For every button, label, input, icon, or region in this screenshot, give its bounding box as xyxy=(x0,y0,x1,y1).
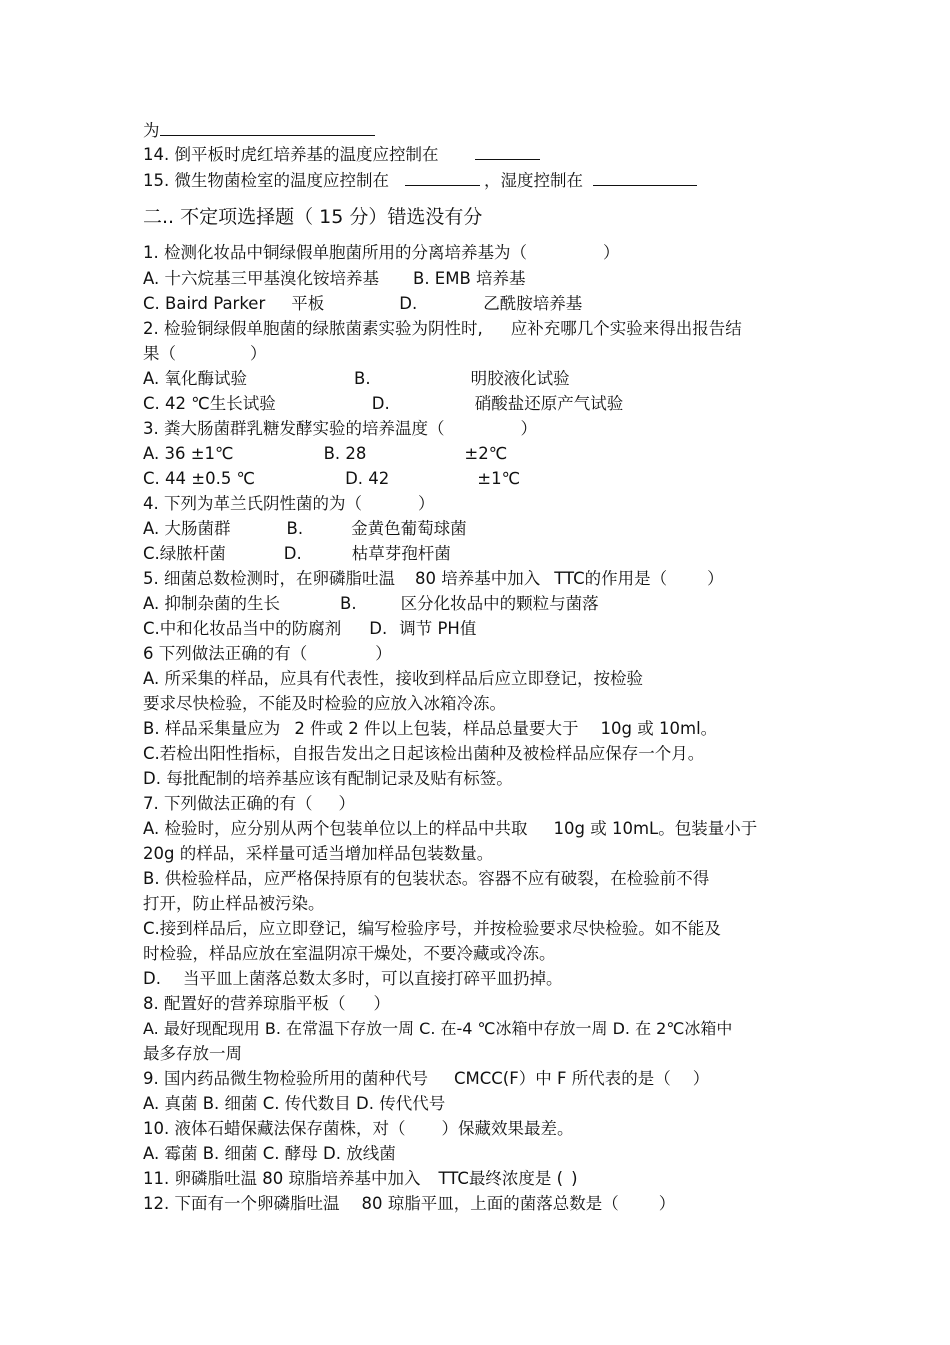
question-5-stem xyxy=(143,566,910,591)
option-a-text: 10g 或 10mL。包装量小于 xyxy=(553,819,758,838)
stem-text: 1. 检测化妆品中铜绿假单胞菌所用的分离培养基为（ xyxy=(143,243,527,262)
question-6-option-b[interactable] xyxy=(143,716,910,741)
stem-text: ） xyxy=(375,644,392,663)
stem-text: ） xyxy=(418,494,435,513)
option-d[interactable]: D. 42 xyxy=(345,469,390,488)
question-7-option-c[interactable]: C.接到样品后，应立即登记，编写检验序号，并按检验要求尽快检验。如不能及 xyxy=(143,919,721,938)
question-8-options[interactable]: A. 最好现配现用 B. 在常温下存放一周 C. 在-4 ℃冰箱中存放一周 D. 在 2℃冰箱中 xyxy=(143,1019,733,1038)
stem-text: 3. 粪大肠菌群乳糖发酵实验的培养温度（ xyxy=(143,419,445,438)
stem-text: 10. 液体石蜡保藏法保存菌株，对（ xyxy=(143,1119,406,1138)
option-b[interactable]: B. xyxy=(354,369,371,388)
option-b-text: 明胶液化试验 xyxy=(470,369,570,388)
question-6-option-a-cont: 要求尽快检验，不能及时检验的应放入冰箱冷冻。 xyxy=(143,694,506,713)
option-b-text: 10g 或 10ml。 xyxy=(600,719,718,738)
question-10-stem xyxy=(143,1116,910,1141)
question-1-options-ab xyxy=(143,266,910,291)
question-7-option-d[interactable] xyxy=(143,966,910,991)
question-12-stem xyxy=(143,1191,910,1216)
option-b-text: 金黄色葡萄球菌 xyxy=(351,519,467,538)
question-9-options[interactable]: A. 真菌 B. 细菌 C. 传代数目 D. 传代代号 xyxy=(143,1094,446,1113)
option-d: D. xyxy=(143,969,161,988)
option-c[interactable]: C. 42 ℃生长试验 xyxy=(143,394,276,413)
stem-text: 9. 国内药品微生物检验所用的菌种代号 xyxy=(143,1069,428,1088)
question-7-option-a[interactable] xyxy=(143,816,910,841)
section-heading: 二.. 不定项选择题（ 15 分）错选没有分 xyxy=(143,206,483,228)
question-10-options[interactable]: A. 霉菌 B. 细菌 C. 酵母 D. 放线菌 xyxy=(143,1144,396,1163)
stem-text: ） xyxy=(373,994,390,1013)
option-d-text: 当平皿上菌落总数太多时，可以直接打碎平皿扔掉。 xyxy=(182,969,563,988)
stem-text: 11. 卵磷脂吐温 80 琼脂培养基中加入 xyxy=(143,1169,421,1188)
question-1-stem xyxy=(143,240,910,265)
stem-text: 8. 配置好的营养琼脂平板（ xyxy=(143,994,346,1013)
stem-text: TTC的作用是（ xyxy=(554,569,668,588)
question-8-stem xyxy=(143,991,910,1016)
stem-text: ） xyxy=(692,1069,710,1088)
option-d-text: 调节 PH值 xyxy=(399,619,477,638)
option-a[interactable]: A. 十六烷基三甲基溴化铵培养基 xyxy=(143,269,379,288)
option-a[interactable]: A. 氧化酶试验 xyxy=(143,369,247,388)
question-6-stem xyxy=(143,641,910,666)
stem-text: 80 培养基中加入 xyxy=(415,569,541,588)
stem-text: 4. 下列为革兰氏阴性菌的为（ xyxy=(143,494,362,513)
stem-text: ）保藏效果最差。 xyxy=(441,1119,574,1138)
question-3-options-ab xyxy=(143,441,910,466)
option-c[interactable]: C.中和化妆品当中的防腐剂 xyxy=(143,619,342,638)
option-d[interactable]: D. xyxy=(371,394,390,413)
question-6-option-a[interactable]: A. 所采集的样品，应具有代表性，接收到样品后应立即登记，按检验 xyxy=(143,669,643,688)
stem-text: ） xyxy=(658,1194,676,1213)
option-c[interactable]: C.绿脓杆菌 xyxy=(143,544,226,563)
question-2-stem xyxy=(143,316,910,341)
option-c-text: 平板 xyxy=(291,294,325,313)
answer-blank[interactable] xyxy=(405,169,480,186)
stem-text: 12. 下面有一个卵磷脂吐温 xyxy=(143,1194,340,1213)
question-3-stem xyxy=(143,416,910,441)
question-11-stem xyxy=(143,1166,910,1191)
question-text: 14. 倒平板时虎红培养基的温度应控制在 xyxy=(143,145,439,164)
option-d-text: 枯草芽孢杆菌 xyxy=(351,544,451,563)
question-5-options-cd xyxy=(143,616,910,641)
question-2-stem-cont xyxy=(143,341,910,366)
stem-text: ） xyxy=(707,569,724,588)
option-a[interactable]: A. 大肠菌群 xyxy=(143,519,231,538)
question-7-option-c-cont: 时检验，样品应放在室温阴凉干燥处，不要冷藏或冷冻。 xyxy=(143,944,556,963)
option-d[interactable]: D. xyxy=(283,544,302,563)
option-b-text: 2 件或 2 件以上包装，样品总量要大于 xyxy=(294,719,579,738)
question-9-stem xyxy=(143,1066,910,1091)
question-2-options-cd xyxy=(143,391,910,416)
option-c[interactable]: C. 44 ±0.5 ℃ xyxy=(143,469,256,488)
stem-text: 7. 下列做法正确的有（ xyxy=(143,794,313,813)
stem-text: ） xyxy=(250,344,267,363)
fill-in-line-wei xyxy=(143,118,910,143)
option-b-text: B. 样品采集量应为 xyxy=(143,719,281,738)
stem-text: 果（ xyxy=(143,344,176,363)
question-8-options-cont: 最多存放一周 xyxy=(143,1044,242,1063)
stem-text: 2. 检验铜绿假单胞菌的绿脓菌素实验为阴性时, xyxy=(143,319,483,338)
option-b[interactable]: B. EMB 培养基 xyxy=(413,269,526,288)
option-b-text: 区分化妆品中的颗粒与菌落 xyxy=(400,594,599,613)
option-d-text: ±1℃ xyxy=(477,469,521,488)
option-b[interactable]: B. 28 xyxy=(323,444,367,463)
stem-text: 应补充哪几个实验来得出报告结 xyxy=(510,319,742,338)
question-6-option-c[interactable]: C.若检出阳性指标，自报告发出之日起该检出菌种及被检样品应保存一个月。 xyxy=(143,744,705,763)
stem-text: CMCC(F）中 F 所代表的是（ xyxy=(454,1069,671,1088)
question-4-stem xyxy=(143,491,910,516)
question-2-options-ab xyxy=(143,366,910,391)
stem-text: ） xyxy=(520,419,537,438)
stem-text: ） xyxy=(603,243,620,262)
option-b[interactable]: B. xyxy=(286,519,304,538)
question-7-option-b-cont: 打开，防止样品被污染。 xyxy=(143,894,325,913)
question-6-option-d[interactable]: D. 每批配制的培养基应该有配制记录及贴有标签。 xyxy=(143,769,513,788)
option-d-text: 硝酸盐还原产气试验 xyxy=(474,394,624,413)
option-a[interactable]: A. 36 ±1℃ xyxy=(143,444,234,463)
option-b-text: ±2℃ xyxy=(464,444,508,463)
stem-text: 80 琼脂平皿，上面的菌落总数是（ xyxy=(361,1194,619,1213)
question-5-options-ab xyxy=(143,591,910,616)
question-14 xyxy=(143,142,910,167)
answer-blank[interactable] xyxy=(475,143,540,160)
question-4-options-ab xyxy=(143,516,910,541)
stem-text: 6 下列做法正确的有（ xyxy=(143,644,308,663)
stem-text: ) xyxy=(571,1169,578,1188)
text: 为 xyxy=(143,121,160,140)
stem-text: 5. 细菌总数检测时，在卵磷脂吐温 xyxy=(143,569,395,588)
option-a-text: A. 检验时，应分别从两个包装单位以上的样品中共取 xyxy=(143,819,528,838)
stem-text: TTC最终浓度是 ( xyxy=(438,1169,564,1188)
answer-blank[interactable] xyxy=(593,169,697,186)
option-b[interactable]: B. xyxy=(340,594,357,613)
option-c[interactable]: C. Baird Parker xyxy=(143,294,266,313)
question-4-options-cd xyxy=(143,541,910,566)
question-7-option-a-cont: 20g 的样品，采样量可适当增加样品包装数量。 xyxy=(143,844,494,863)
question-7-option-b[interactable]: B. 供检验样品，应严格保持原有的包装状态。容器不应有破裂，在检验前不得 xyxy=(143,869,710,888)
question-text: ，湿度控制在 xyxy=(484,171,583,190)
option-d[interactable]: D. xyxy=(399,294,418,313)
option-a[interactable]: A. 抑制杂菌的生长 xyxy=(143,594,280,613)
question-15 xyxy=(143,168,910,193)
stem-text: ） xyxy=(338,794,355,813)
question-1-options-cd xyxy=(143,291,910,316)
question-7-stem xyxy=(143,791,910,816)
option-d[interactable]: D. xyxy=(369,619,388,638)
option-d-text: 乙酰胺培养基 xyxy=(483,294,583,313)
question-3-options-cd xyxy=(143,466,910,491)
answer-blank[interactable] xyxy=(160,119,375,136)
question-text: 15. 微生物菌检室的温度应控制在 xyxy=(143,171,389,190)
